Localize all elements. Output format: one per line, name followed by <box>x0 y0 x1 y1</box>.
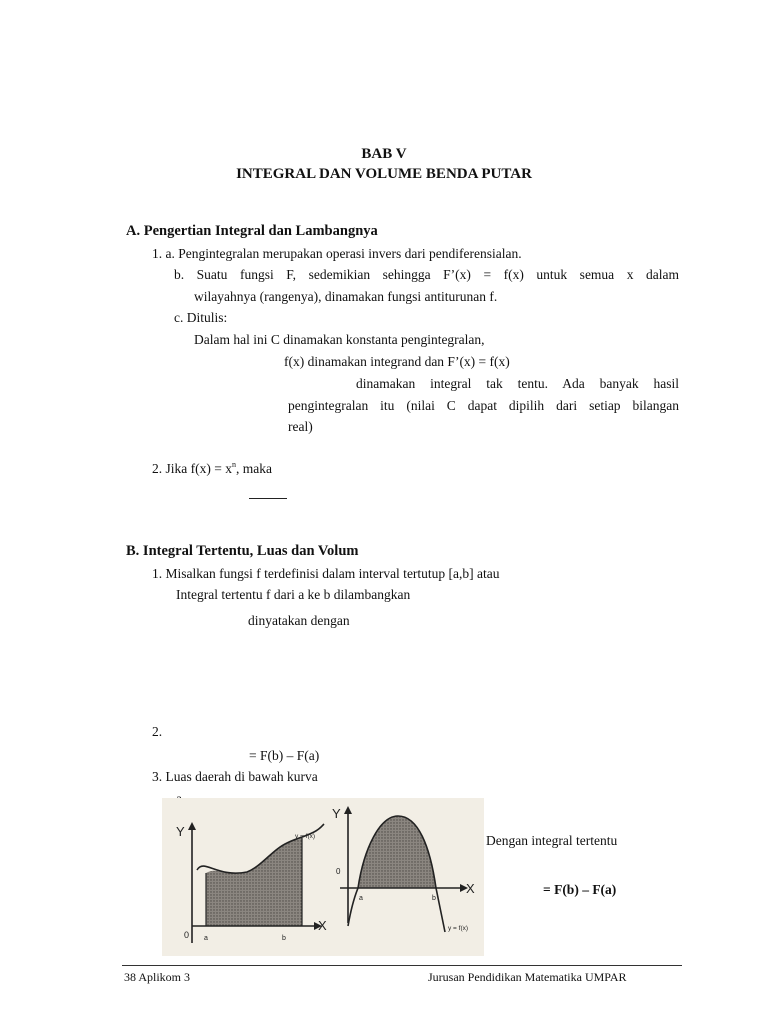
right-shaded-area <box>358 816 436 888</box>
chapter-title: INTEGRAL DAN VOLUME BENDA PUTAR <box>236 166 532 182</box>
a-item2 <box>152 461 272 477</box>
left-graph <box>176 822 327 943</box>
left-y-arrow-icon <box>188 822 196 830</box>
section-b-heading: B. Integral Tertentu, Luas dan Volum <box>126 543 359 559</box>
a-item1-c-line3: dinamakan integral tak tentu. Ada banyak hasil <box>356 376 679 391</box>
footer-divider <box>122 965 682 966</box>
b-right-equation: = F(b) – F(a) <box>543 882 617 897</box>
area-under-curve-figure <box>162 798 484 956</box>
b-item2-equation: = F(b) – F(a) <box>249 748 320 763</box>
a-item1-c-line2: f(x) dinamakan integrand dan F’(x) = f(x) <box>284 354 510 369</box>
left-y-label: Y <box>176 824 185 839</box>
b-item1-line2: Integral tertentu f dari a ke b dilambangkan <box>176 587 411 602</box>
a-item1-c-line5: real) <box>288 419 313 434</box>
section-a-heading: A. Pengertian Integral dan Lambangnya <box>126 223 378 239</box>
b-item1-line3: dinyatakan dengan <box>248 613 350 628</box>
chapter-number: BAB V <box>361 146 407 162</box>
a-item1-b-line2: wilayahnya (rangenya), dinamakan fungsi antiturunan f. <box>194 289 498 304</box>
right-y-arrow-icon <box>344 806 352 814</box>
a-item2-prefix: 2. Jika f(x) = x <box>152 461 232 476</box>
left-x-label: X <box>318 918 327 933</box>
right-a-label: a <box>359 895 363 902</box>
a-item2-suffix: , maka <box>235 461 272 476</box>
right-graph <box>332 806 475 932</box>
footer-left: 38 Aplikom 3 <box>124 970 191 984</box>
left-shaded-area <box>206 838 302 926</box>
b-item1-line1: 1. Misalkan fungsi f terdefinisi dalam interval tertutup [a,b] atau <box>152 566 500 581</box>
right-y-label: Y <box>332 806 341 821</box>
a-item1-c-line4: pengintegralan itu (nilai C dapat dipilih dari setiap bilangan <box>288 398 679 413</box>
b-right-text: Dengan integral tertentu <box>486 833 618 848</box>
a-item1-c-line1: Dalam hal ini C dinamakan konstanta pengintegralan, <box>194 332 485 347</box>
right-curve-label: y = f(x) <box>448 925 469 932</box>
b-item2-number: 2. <box>152 724 163 739</box>
left-curve-label: y = f(x) <box>295 833 316 840</box>
a-item1-b-line1: b. Suatu fungsi F, sedemikian sehingga F’(x) = f(x) untuk semua x dalam <box>174 267 679 282</box>
a-item1-c: c. Ditulis: <box>174 310 228 325</box>
a-item2-sup: n <box>231 460 236 469</box>
left-origin-label: 0 <box>184 930 190 940</box>
right-origin-label: 0 <box>336 867 341 876</box>
fraction-bar <box>249 498 287 499</box>
right-b-label: b <box>432 895 436 902</box>
b-item3: 3. Luas daerah di bawah kurva <box>152 769 318 784</box>
left-b-label: b <box>282 935 286 942</box>
a-item1-a: 1. a. Pengintegralan merupakan operasi invers dari pendiferensialan. <box>152 246 522 261</box>
footer-right: Jurusan Pendidikan Matematika UMPAR <box>428 970 627 984</box>
right-x-label: X <box>466 881 475 896</box>
graphs-svg <box>162 798 484 956</box>
left-a-label: a <box>204 935 208 942</box>
